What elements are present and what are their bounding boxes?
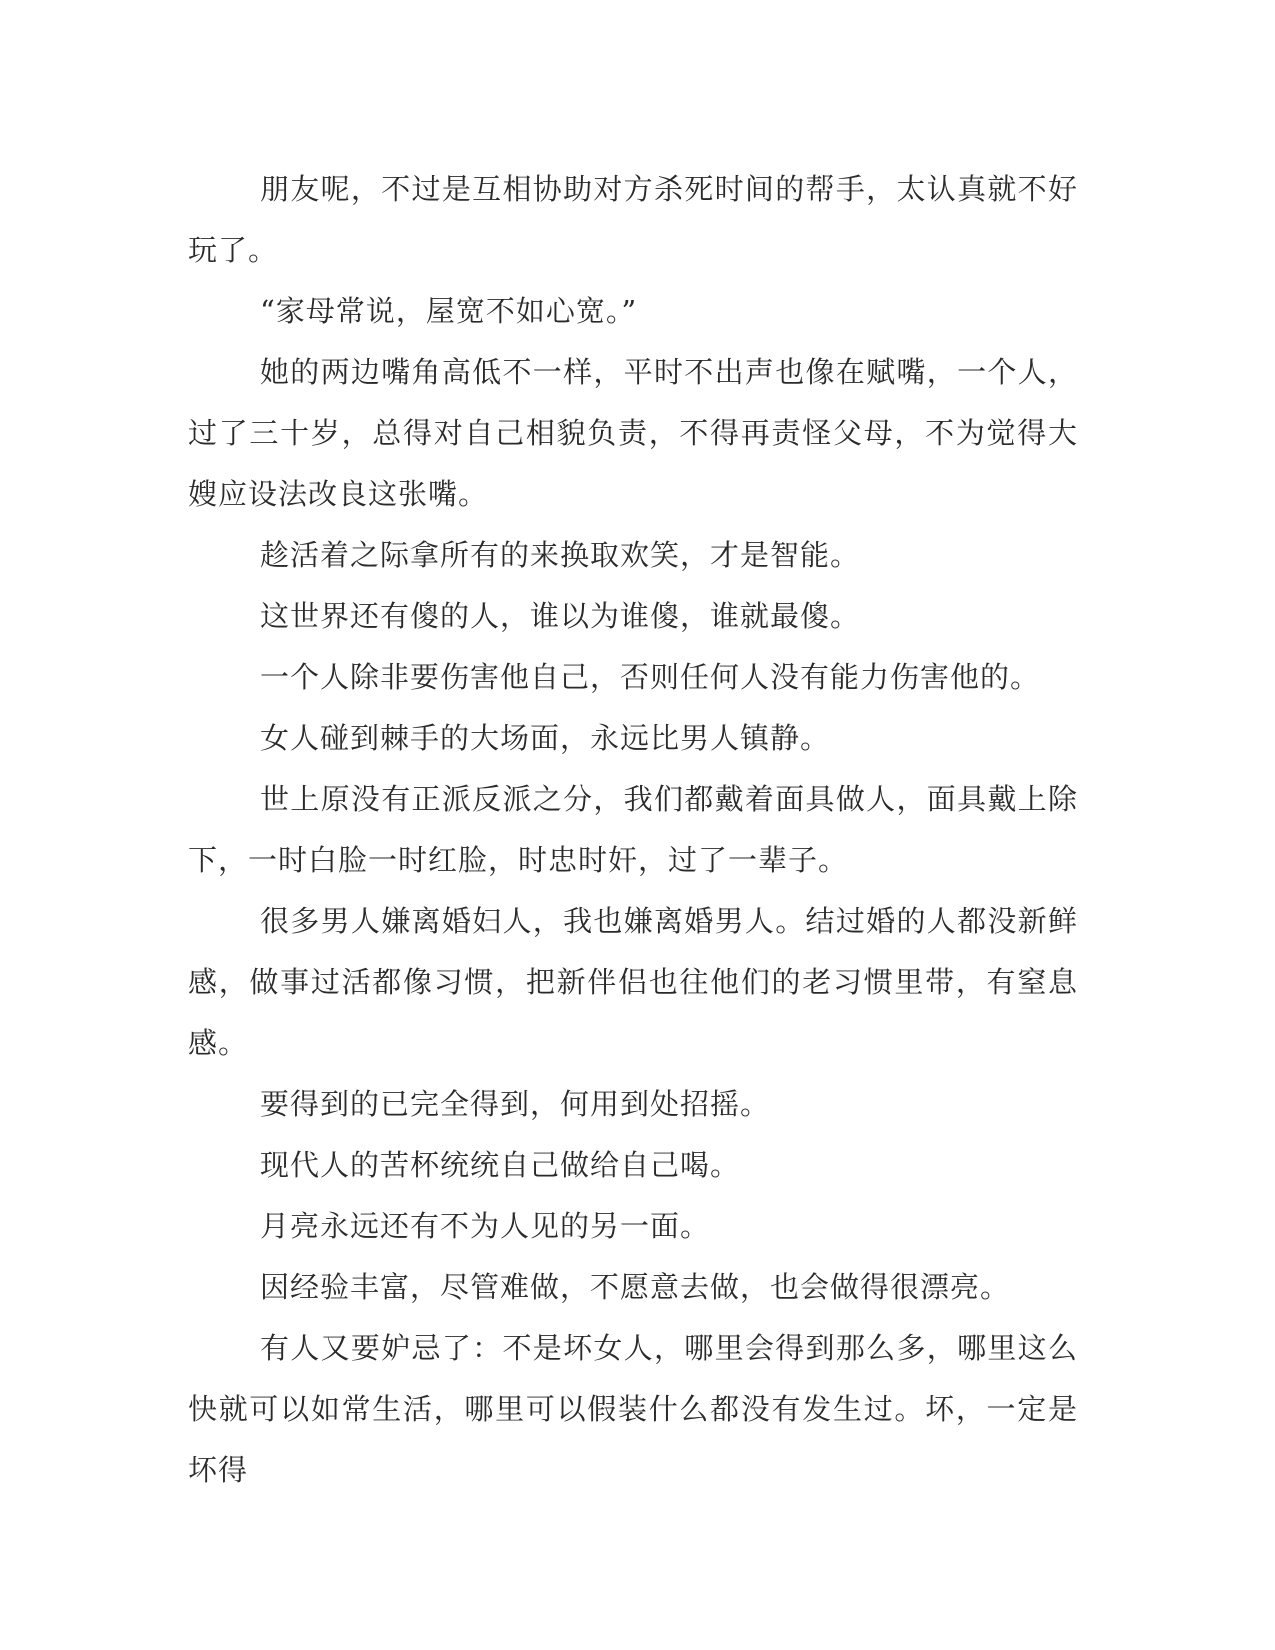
paragraph-8: 世上原没有正派反派之分，我们都戴着面具做人，面具戴上除下，一时白脸一时红脸，时忠时奸，过了一辈子。 <box>188 782 1078 877</box>
paragraph-2: “家母常说，屋宽不如心宽。” <box>260 294 638 328</box>
paragraph-9: 很多男人嫌离婚妇人，我也嫌离婚男人。结过婚的人都没新鲜感，做事过活都像习惯，把新伴侣也往他们的老习惯里带，有窒息感。 <box>188 904 1078 1060</box>
paragraph-4: 趁活着之际拿所有的来换取欢笑，才是智能。 <box>260 538 861 572</box>
paragraph-5: 这世界还有傻的人，谁以为谁傻，谁就最傻。 <box>260 599 861 633</box>
paragraph-12: 月亮永远还有不为人见的另一面。 <box>260 1209 711 1243</box>
paragraph-10: 要得到的已完全得到，何用到处招摇。 <box>260 1087 771 1121</box>
paragraph-13: 因经验丰富，尽管难做，不愿意去做，也会做得很漂亮。 <box>260 1270 1011 1304</box>
paragraph-7: 女人碰到棘手的大场面，永远比男人镇静。 <box>260 721 831 755</box>
paragraph-6: 一个人除非要伤害他自己，否则任何人没有能力伤害他的。 <box>260 660 1041 694</box>
paragraph-11: 现代人的苦杯统统自己做给自己喝。 <box>260 1148 741 1182</box>
paragraph-14: 有人又要妒忌了：不是坏女人，哪里会得到那么多，哪里这么快就可以如常生活，哪里可以假装什么都没有发生过。坏，一定是坏得 <box>188 1331 1078 1487</box>
paragraph-1: 朋友呢，不过是互相协助对方杀死时间的帮手，太认真就不好玩了。 <box>188 172 1078 267</box>
document-body <box>188 159 1078 1501</box>
paragraph-3: 她的两边嘴角高低不一样，平时不出声也像在赋嘴，一个人，过了三十岁，总得对自己相貌负责，不得再责怪父母，不为觉得大嫂应设法改良这张嘴。 <box>188 355 1078 511</box>
